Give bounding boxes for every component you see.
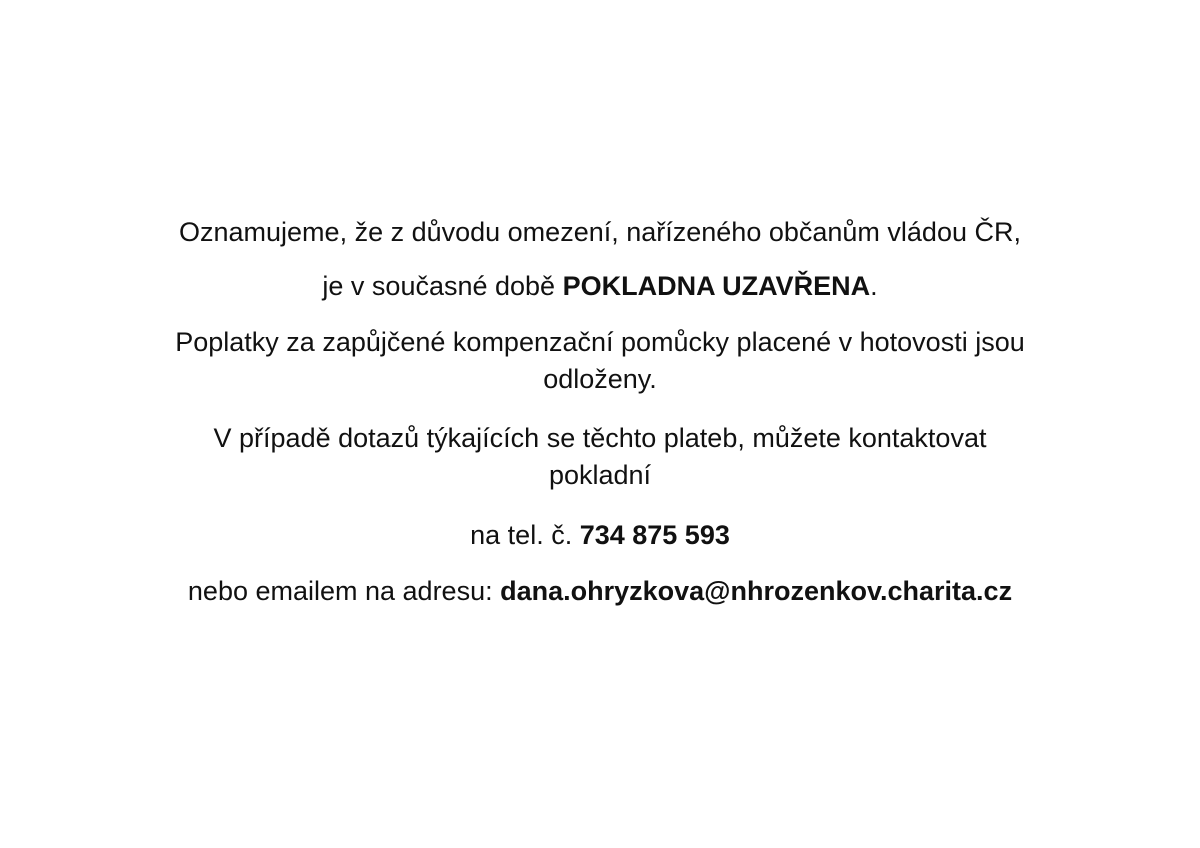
fees-text-row1: Poplatky za zapůjčené kompenzační pomůcky placené v hotovosti jsou [175, 327, 1025, 357]
announcement-line [0, 214, 1200, 251]
fees-text-row2: odloženy. [543, 364, 657, 394]
phone-prefix: na tel. č. [470, 520, 580, 550]
email-prefix: nebo emailem na adresu: [187, 576, 501, 606]
announcement-text: Oznamujeme, že z důvodu omezení, nařízeného občanům vládou ČR, [179, 217, 1021, 247]
closure-status: POKLADNA UZAVŘENA [562, 271, 871, 301]
phone-line [0, 517, 1200, 554]
contact-text-row2: pokladní [548, 460, 652, 490]
phone-number: 734 875 593 [579, 520, 730, 550]
closure-suffix: . [870, 271, 878, 301]
closure-line [0, 268, 1200, 305]
closure-prefix: je v současné době [322, 271, 563, 301]
contact-paragraph [100, 420, 1100, 494]
email-address: dana.ohryzkova@nhrozenkov.charita.cz [500, 576, 1013, 606]
fees-paragraph [100, 324, 1100, 398]
contact-text-row1: V případě dotazů týkajících se těchto plateb, můžete kontaktovat [213, 423, 987, 453]
email-line [0, 573, 1200, 610]
